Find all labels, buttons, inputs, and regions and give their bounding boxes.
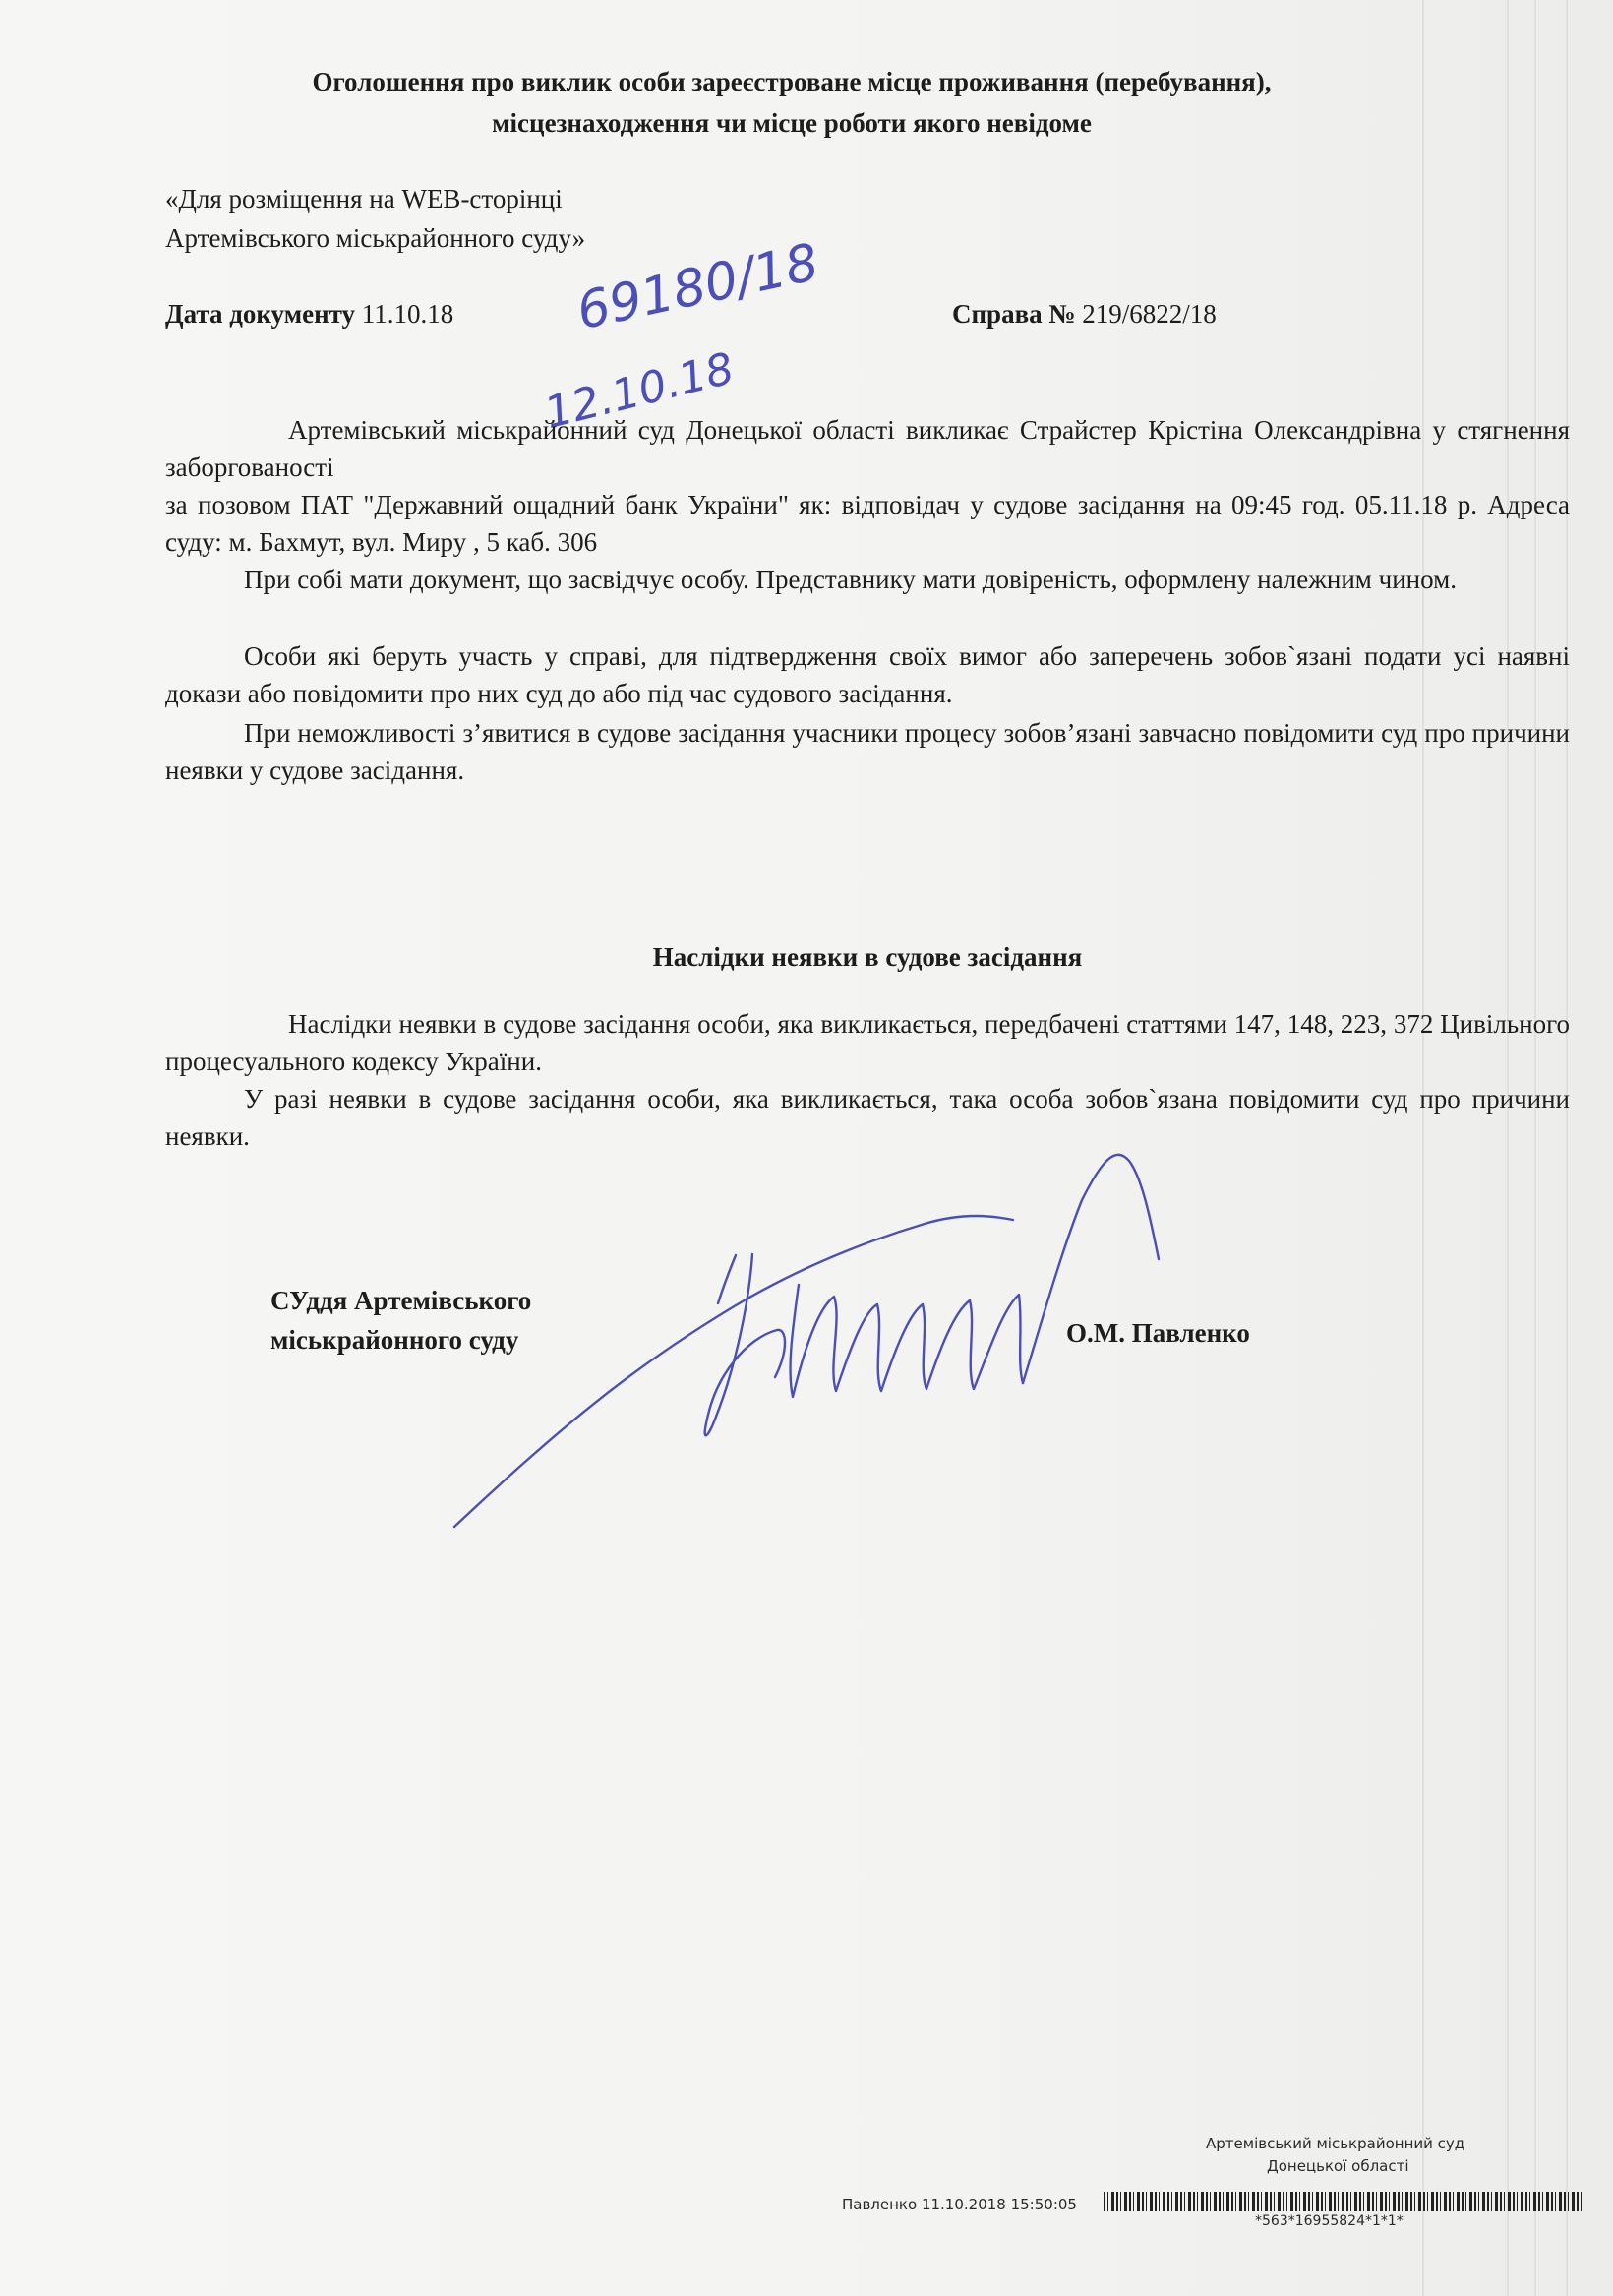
evidence-paragraph: Особи які беруть участь у справі, для підтвердження своїх вимог або заперечень зобов`язані подати усі наявні докази або повідомити про них суд до або під час судового засідання. [165,641,1570,708]
title-line-1: Оголошення про виклик особи зареєстроване місце проживання (перебування), [312,67,1272,96]
handwritten-registration-number: 69180/18 [571,232,824,342]
judge-position-line-2: міськрайонного суду [270,1325,519,1355]
handwritten-registration-date: 12.10.18 [539,343,740,439]
notify-paragraph: У разі неявки в судове засідання особи, яка викликається, така особа зобов`язана повідомити суд про причини неявки. [165,1084,1570,1151]
documents-paragraph: При собі мати документ, що засвідчує особу. Представнику мати довіреність, оформлену належним чином. [244,565,1457,594]
summons-paragraph: Артемівський міськрайонний суд Донецької області викликає Страйстер Крістіна Олександрівна у стягнення заборгованості [165,415,1570,482]
stamp-court-region: Донецької області [1267,2157,1409,2175]
judge-name: О.М. Павленко [1066,1318,1250,1348]
publication-note [165,179,585,258]
stamp-signature-info: Павленко 11.10.2018 15:50:05 [842,2196,1077,2213]
document-date [165,295,453,332]
case-number-value: 219/6822/18 [1082,299,1217,329]
document-title [157,61,1426,144]
judge-position-line-1: СУддя Артемівського [270,1286,532,1315]
consequences-heading: Наслідки неявки в судове засідання [652,942,1083,972]
barcode [1104,2192,1583,2211]
summons-details: за позовом ПАТ "Державний ощадний банк України" як: відповідач у судове засідання на 09:45 год. 05.11.18 р. Адреса суду: м. Бахмут, вул. Миру , 5 каб. 306 [165,490,1570,557]
consequences-paragraph: Наслідки неявки в судове засідання особи, яка викликається, передбачені статтями 147, 148, 223, 372 Цивільного процесуального кодексу України. [165,1009,1570,1076]
document-date-value: 11.10.18 [361,299,454,329]
case-number-label: Справа № [952,299,1076,329]
note-line-2: Артемівського міськрайонного суду» [165,223,586,253]
absence-paragraph: При неможливості з’явитися в судове засідання учасники процесу зобов’язані завчасно повідомити суд про причини неявки у судове засідання. [165,718,1570,785]
case-number [952,295,1217,332]
title-line-2: місцезнаходження чи місце роботи якого невідоме [492,108,1092,138]
note-line-1: «Для розміщення на WEB-сторінці [165,184,563,213]
document-date-label: Дата документу [165,299,356,329]
judge-position [270,1281,531,1359]
stamp-court-name: Артемівський міськрайонний суд [1206,2135,1465,2152]
barcode-text: *563*16955824*1*1* [1255,2213,1404,2229]
